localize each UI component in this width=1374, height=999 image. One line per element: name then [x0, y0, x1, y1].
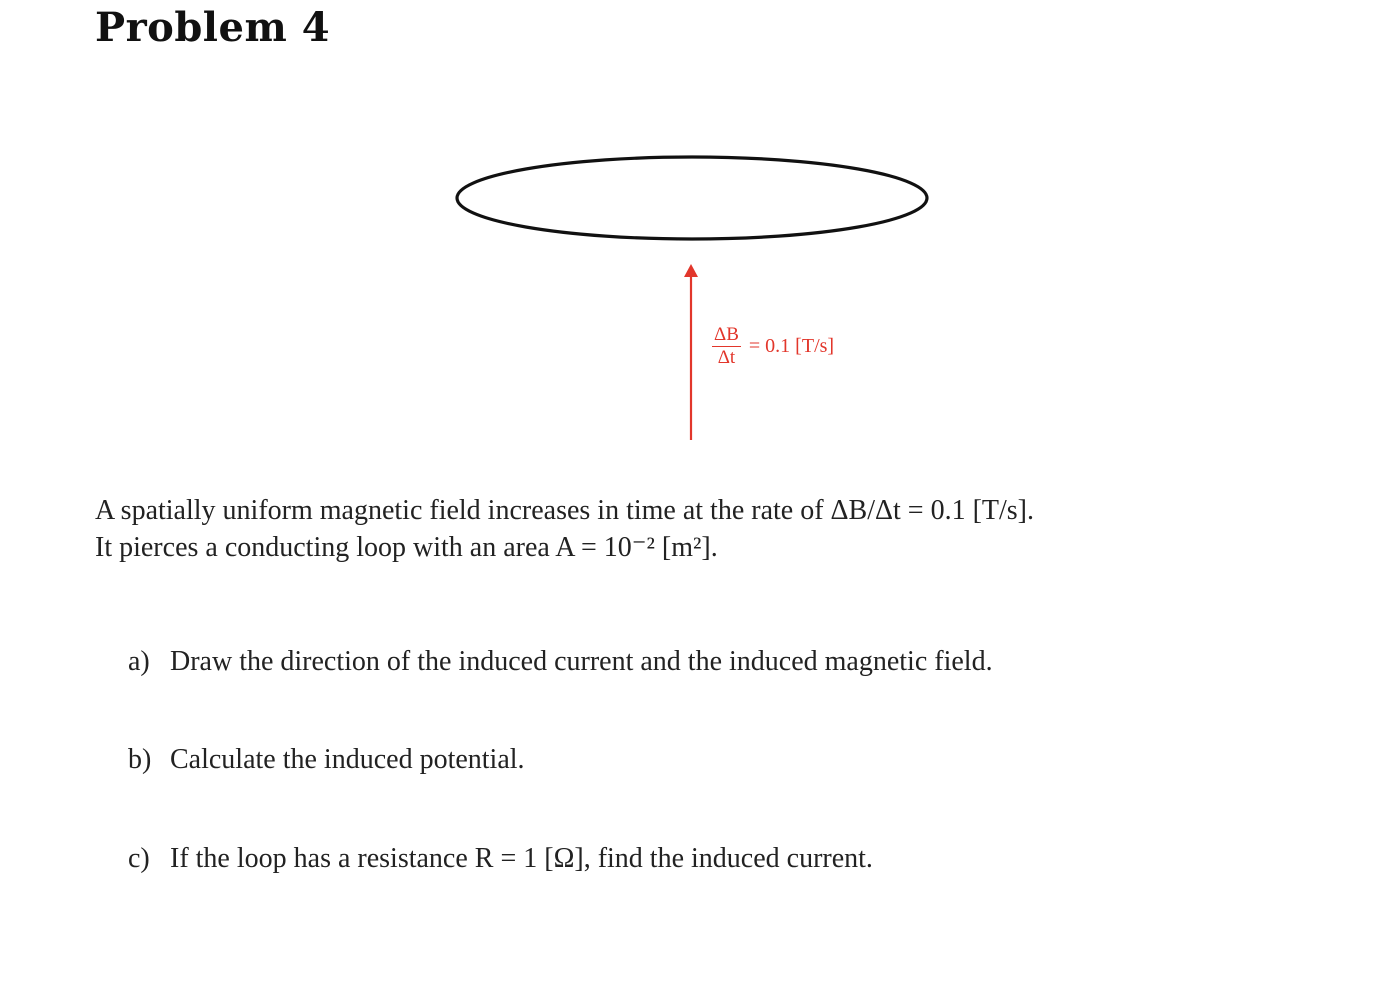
rate-fraction — [712, 324, 741, 369]
part-a — [128, 646, 993, 678]
part-c — [128, 843, 873, 875]
conducting-loop — [457, 157, 927, 239]
part-a-marker: a) — [128, 646, 150, 677]
field-arrow-head — [684, 264, 698, 277]
rate-value: = 0.1 [T/s] — [748, 334, 835, 357]
statement-line-1: A spatially uniform magnetic field increases in time at the rate of ΔB/Δt = 0.1 [T/s]. — [95, 495, 1034, 526]
problem-statement — [95, 492, 1295, 566]
part-c-marker: c) — [128, 843, 150, 874]
figure-diagram — [0, 0, 1374, 460]
part-c-text: If the loop has a resistance R = 1 [Ω], find the induced current. — [170, 843, 873, 874]
part-a-text: Draw the direction of the induced current and the induced magnetic field. — [170, 646, 993, 677]
part-b — [128, 744, 525, 776]
rate-denominator: Δt — [717, 346, 736, 368]
part-b-marker: b) — [128, 744, 152, 775]
statement-line-2: It pierces a conducting loop with an area A = 10⁻² [m²]. — [95, 532, 718, 563]
page-title: Problem 4 — [95, 4, 331, 51]
part-b-text: Calculate the induced potential. — [170, 744, 525, 775]
field-rate-label — [712, 316, 834, 376]
rate-numerator: ΔB — [714, 323, 739, 345]
